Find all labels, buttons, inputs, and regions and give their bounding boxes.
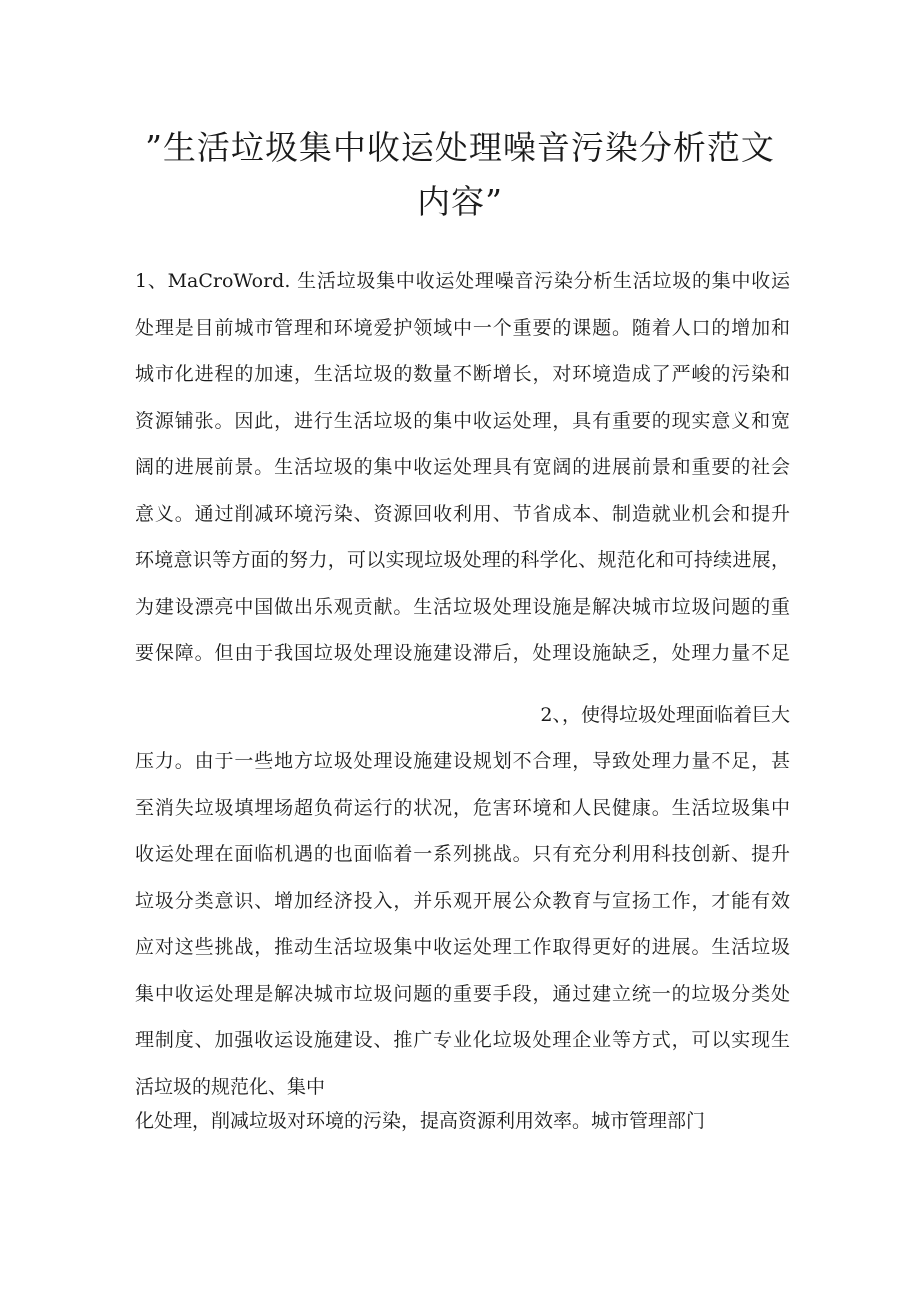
text-line: 城市化进程的加速，生活垃圾的数量不断增长，对环境造成了严峻的污染和 [135,363,790,385]
text-line: 要保障。但由于我国垃圾处理设施建设滞后，处理设施缺乏，处理力量不足 [135,642,790,664]
paragraph-3 [135,1098,790,1145]
text-line: 意义。通过削减环境污染、资源回收利用、节省成本、制造就业机会和提升 [135,502,790,525]
text-line: 垃圾分类意识、增加经济投入，并乐观开展公众教育与宣扬工作，才能有效 [135,889,790,912]
text-line: 资源铺张。因此，进行生活垃圾的集中收运处理，具有重要的现实意义和宽 [135,409,790,432]
text-line: 至消失垃圾填埋场超负荷运行的状况，危害环境和人民健康。生活垃圾集中 [135,796,790,819]
text-line: 化处理，削减垃圾对环境的污染，提高资源利用效率。城市管理部门 [135,1110,706,1132]
paragraph-2-header [135,692,790,739]
text-line: 理制度、加强收运设施建设、推广专业化垃圾处理企业等方式，可以实现生 [135,1029,790,1051]
text-line: 压力。由于一些地方垃圾处理设施建设规划不合理，导致处理力量不足，甚 [135,750,790,772]
paragraph-2 [135,738,790,1110]
text-line: 收运处理在面临机遇的也面临着一系列挑战。只有充分利用科技创新、提升 [135,843,790,865]
text-line: 为建设漂亮中国做出乐观贡献。生活垃圾处理设施是解决城市垃圾问题的重 [135,595,790,618]
paragraph-1 [135,258,790,677]
text-line: 应对这些挑战，推动生活垃圾集中收运处理工作取得更好的进展。生活垃圾 [135,936,790,958]
text-line: 环境意识等方面的努力，可以实现垃圾处理的科学化、规范化和可持续进展， [135,549,790,571]
title-line-1: ”生活垃圾集中收运处理噪音污染分析范文 [145,128,775,167]
text-line: 处理是目前城市管理和环境爱护领域中一个重要的课题。随着人口的增加和 [135,316,790,339]
document-title [120,121,800,229]
text-line: 1、MaCroWord. 生活垃圾集中收运处理噪音污染分析生活垃圾的集中收运 [135,270,790,292]
text-line: 2、，使得垃圾处理面临着巨大 [540,704,790,726]
text-line: 集中收运处理是解决城市垃圾问题的重要手段，通过建立统一的垃圾分类处 [135,982,790,1005]
text-line: 活垃圾的规范化、集中 [135,1075,326,1098]
text-line: 阔的进展前景。生活垃圾的集中收运处理具有宽阔的进展前景和重要的社会 [135,456,790,478]
title-line-2: 内容” [417,182,503,221]
